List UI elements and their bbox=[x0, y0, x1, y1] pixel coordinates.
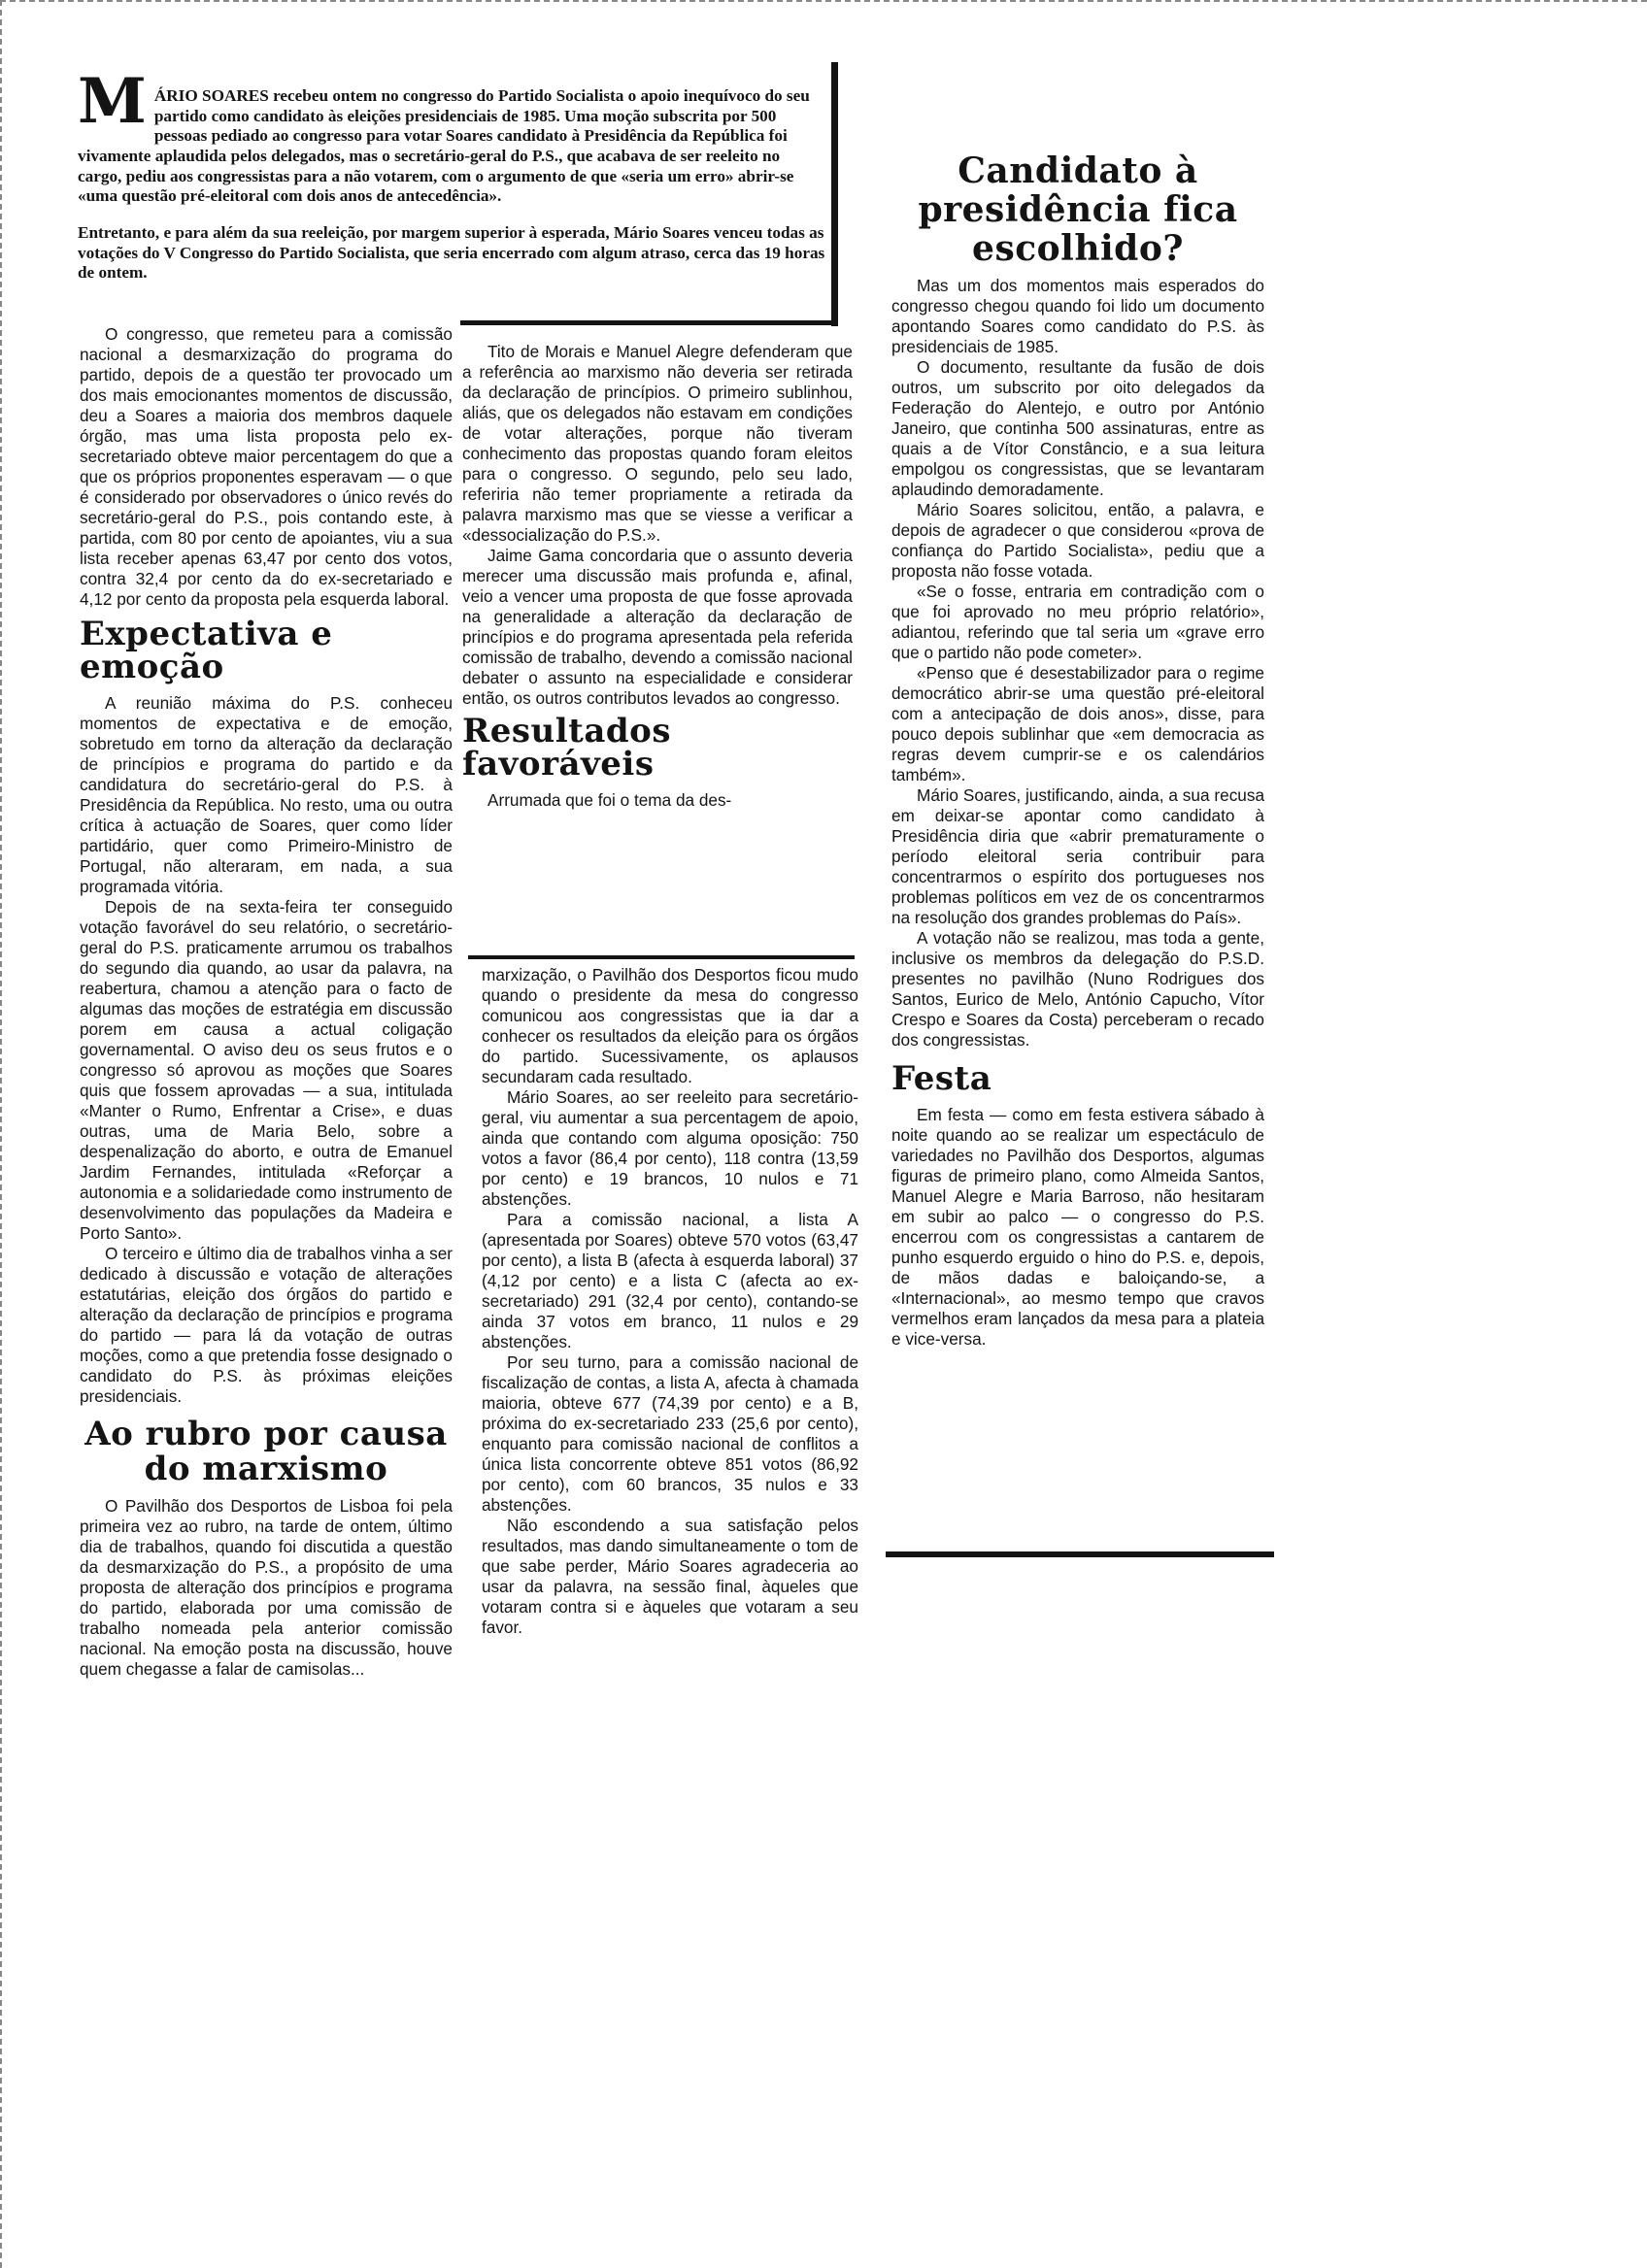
col1-paragraph: O Pavilhão dos Desportos de Lisboa foi pela primeira vez ao rubro, na tarde de ontem, último dia de trabalhos, quando foi discutida a questão da desmarxização do P.S., a propósito de uma proposta de alteração dos princípios e programa do partido, elaborada por uma comissão de trabalho nomeada pela anterior comissão nacional. Na emoção posta na discussão, houve quem chegasse a falar de camisolas... bbox=[80, 1496, 453, 1679]
column-1 bbox=[80, 324, 453, 1680]
col2b-paragraph: marxização, o Pavilhão dos Desportos ficou mudo quando o presidente da mesa do congresso comunicou aos congressistas que ia dar a conhecer os resultados da eleição para os órgãos do partido. Sucessivamente, os aplausos secundaram cada resultado. bbox=[482, 965, 858, 1086]
lead-paragraph-2: Entretanto, e para além da sua reeleição, por margem superior à esperada, Mário Soares venceu todas as votações do V Congresso do Partido Socialista, que seria encerrado com algum atraso, cerca das 19 horas de ontem. bbox=[78, 222, 825, 283]
col3-paragraph: «Penso que é desestabilizador para o regime democrático abrir-se uma questão pré-eleitoral com a antecipação de dois anos», disse, para pouco depois sublinhar que «em democracia as regras devem cumprir-se e os calendários também». bbox=[891, 663, 1264, 784]
lead-paragraph-box bbox=[78, 65, 825, 300]
column-2-lower bbox=[482, 965, 858, 1638]
col3-paragraph: Mário Soares solicitou, então, a palavra, e depois de agradecer o que considerou «prova de confiança do Partido Socialista», pediu que a proposta não fosse votada. bbox=[891, 500, 1264, 581]
drop-cap: M bbox=[78, 65, 147, 138]
col1-paragraph: A reunião máxima do P.S. conheceu momentos de expectativa e de emoção, sobretudo em torno da alteração da declaração de princípios e programa do partido e da candidatura do secretário-geral do P.S. à Presidência da República. No resto, uma ou outra crítica à actuação de Soares, quer como líder partidário, quer como Primeiro-Ministro de Portugal, não alteraram, em nada, a sua programada vitória. bbox=[80, 693, 453, 896]
col2b-paragraph: Não escondendo a sua satisfação pelos resultados, mas dando simultaneamente o tom de que sabe perder, Mário Soares agradeceria ao usar da palavra, na sessão final, àqueles que votaram contra si e àqueles que votaram a seu favor. bbox=[482, 1516, 858, 1637]
col2b-paragraph: Para a comissão nacional, a lista A (apresentada por Soares) obteve 570 votos (63,47 por cento), a lista B (afecta à esquerda laboral) 37 (4,12 por cento) e a lista C (afecta ao ex-secretariado) 291 (32,4 por cento), contando-se ainda 37 votos em branco, 11 nulos e 29 abstenções. bbox=[482, 1210, 858, 1351]
col3-paragraph: Em festa — como em festa estivera sábado à noite quando ao se realizar um espectáculo de variedades no Pavilhão dos Desportos, algumas figuras de primeiro plano, como Almeida Santos, Manuel Alegre e Maria Barroso, não hesitaram em subir ao palco — o congresso do P.S. encerrou com os congressistas a cantarem de punho esquerdo erguido o hino do P.S. e, depois, de mãos dadas e baloiçando-se, a «Internacional», ao mesmo tempo que cravos vermelhos eram lançados da mesa para a plateia e vice-versa. bbox=[891, 1105, 1264, 1349]
col3-paragraph: Mário Soares, justificando, ainda, a sua recusa em deixar-se apontar como candidato à Presidência diria que «abrir prematuramente o período eleitoral seria contribuir para concentrarmos o espírito dos portugueses nos problemas políticos em vez de os concentrarmos na resolução dos grandes problemas do País». bbox=[891, 785, 1264, 927]
col3-paragraph: Mas um dos momentos mais esperados do congresso chegou quando foi lido um documento apontando Soares como candidato do P.S. às presidenciais de 1985. bbox=[891, 276, 1264, 356]
lead-box-rule-right bbox=[831, 62, 838, 326]
heading-expectativa: Expectativa e emoção bbox=[80, 615, 333, 686]
column-3 bbox=[891, 146, 1264, 1350]
col3-paragraph: O documento, resultante da fusão de dois outros, um subscrito por oito delegados da Federação do Alentejo, e outro por António Janeiro, que continha 500 assinaturas, entre as quais a de Vítor Constâncio, e a sua leitura empolgou os congressistas, que se levantaram aplaudindo demoradamente. bbox=[891, 357, 1264, 499]
col2-paragraph: Tito de Morais e Manuel Alegre defenderam que a referência ao marxismo não deveria ser retirada da declaração de princípios. O primeiro sublinhou, aliás, que os delegados não estavam em condições de votar alterações, porque não tiveram conhecimento das propostas quando foram eleitos para o congresso. O segundo, pelo seu lado, referiria não temer propriamente a retirada da palavra marxismo mas que se viesse a verificar a «dessocialização do P.S.». bbox=[462, 342, 853, 545]
column-2-upper bbox=[462, 342, 853, 811]
end-rule bbox=[886, 1551, 1274, 1557]
col3-paragraph: «Se o fosse, entraria em contradição com o que foi aprovado no meu próprio relatório», adiantou, referindo que tal seria um «grave erro que o partido não pode cometer». bbox=[891, 582, 1264, 662]
col2b-paragraph: Mário Soares, ao ser reeleito para secretário-geral, viu aumentar a sua percentagem de apoio, ainda que contando com alguma oposição: 750 votos a favor (86,4 por cento), 118 contra (13,59 por cento) e 19 brancos, 10 nulos e 71 abstenções. bbox=[482, 1087, 858, 1209]
col2-paragraph: Jaime Gama concordaria que o assunto deveria merecer uma discussão mais profunda e, afinal, veio a vencer uma proposta de que fosse aprovada na generalidade a alteração da declaração de princípios e do programa apresentada pela referida comissão de trabalho, devendo a comissão nacional debater o assunto na especialidade e considerar então, os outros contributos levados ao congresso. bbox=[462, 546, 853, 708]
heading-ao-rubro: Ao rubro por causa do marxismo bbox=[84, 1415, 448, 1488]
page-edge-top bbox=[0, 0, 1647, 2]
section-rule bbox=[468, 955, 855, 959]
page-edge-left bbox=[0, 0, 2, 2268]
heading-resultados: Resultados favoráveis bbox=[462, 712, 671, 784]
col2-paragraph: Arrumada que foi o tema da des- bbox=[487, 790, 732, 810]
col1-paragraph: Depois de na sexta-feira ter conseguido votação favorável do seu relatório, o secretário-geral do P.S. praticamente arrumou os trabalhos do segundo dia quando, ao usar da palavra, na reabertura, chamou a atenção para o facto de algumas das moções de estratégia em discussão porem em causa a actual coligação governamental. O aviso deu os seus frutos e o congresso só aprovou as moções que Soares quis que fossem aprovadas — a sua, intitulada «Manter o Rumo, Enfrentar a Crise», e duas outras, uma de Maria Belo, sobre a despenalização do aborto, e outra de Emanuel Jardim Fernandes, intitulada «Reforçar a autonomia e a solidariedade como instrumento de desenvolvimento das populações da Madeira e Porto Santo». bbox=[80, 897, 453, 1243]
heading-festa: Festa bbox=[891, 1059, 992, 1098]
col3-paragraph: A votação não se realizou, mas toda a gente, inclusive os membros da delegação do P.S.D. presentes no pavilhão (Nuno Rodrigues dos Santos, Eurico de Melo, António Capucho, Vítor Crespo e Soares da Costa) perceberam o recado dos congressistas. bbox=[891, 928, 1264, 1050]
lead-paragraph-1: ÁRIO SOARES recebeu ontem no congresso do Partido Socialista o apoio inequívoco do seu partido como candidato às eleições presidenciais de 1985. Uma moção subscrita por 500 pessoas pediado ao congresso para votar Soares candidato à Presidência da República foi vivamente aplaudida pelos delegados, mas o secretário-geral do P.S., que acabava de ser reeleito no cargo, pediu aos congressistas para a não votarem, com o argumento de que «seria um erro» abrir-se «uma questão pré-eleitoral com dois anos de antecedência». bbox=[78, 86, 810, 206]
col2b-paragraph: Por seu turno, para a comissão nacional de fiscalização de contas, a lista A, afecta à chamada maioria, obteve 677 (74,39 por cento) e a B, próxima do ex-secretariado 233 (25,6 por cento), enquanto para comissão nacional de conflitos a única lista concorrente obteve 851 votos (86,92 por cento), com 60 brancos, 35 nulos e 33 abstenções. bbox=[482, 1352, 858, 1515]
heading-candidato: Candidato à presidência fica escolhido? bbox=[918, 150, 1238, 269]
col1-opening-paragraph: O congresso, que remeteu para a comissão nacional a desmarxização do programa do partido, depois de a questão ter provocado um dos mais emocionantes momentos de discussão, deu a Soares a maioria dos membros daquele órgão, mas uma lista proposta pelo ex-secretariado obteve maior percentagem do que a que os próprios proponentes esperavam — o que é considerado por observadores o único revés do secretário-geral do P.S., pois contando este, à partida, com 80 por cento de apoiantes, viu a sua lista receber apenas 63,47 por cento dos votos, contra 32,4 por cento da do ex-secretariado e 4,12 por cento da proposta pela esquerda laboral. bbox=[80, 324, 453, 609]
col1-paragraph: O terceiro e último dia de trabalhos vinha a ser dedicado à discussão e votação de alterações estatutárias, eleição dos órgãos do partido e alteração da declaração de princípios e programa do partido — para lá da votação de outras moções, como a que pretendia fosse designado o candidato do P.S. às próximas eleições presidenciais. bbox=[80, 1244, 453, 1406]
lead-box-rule-bottom bbox=[460, 320, 838, 325]
